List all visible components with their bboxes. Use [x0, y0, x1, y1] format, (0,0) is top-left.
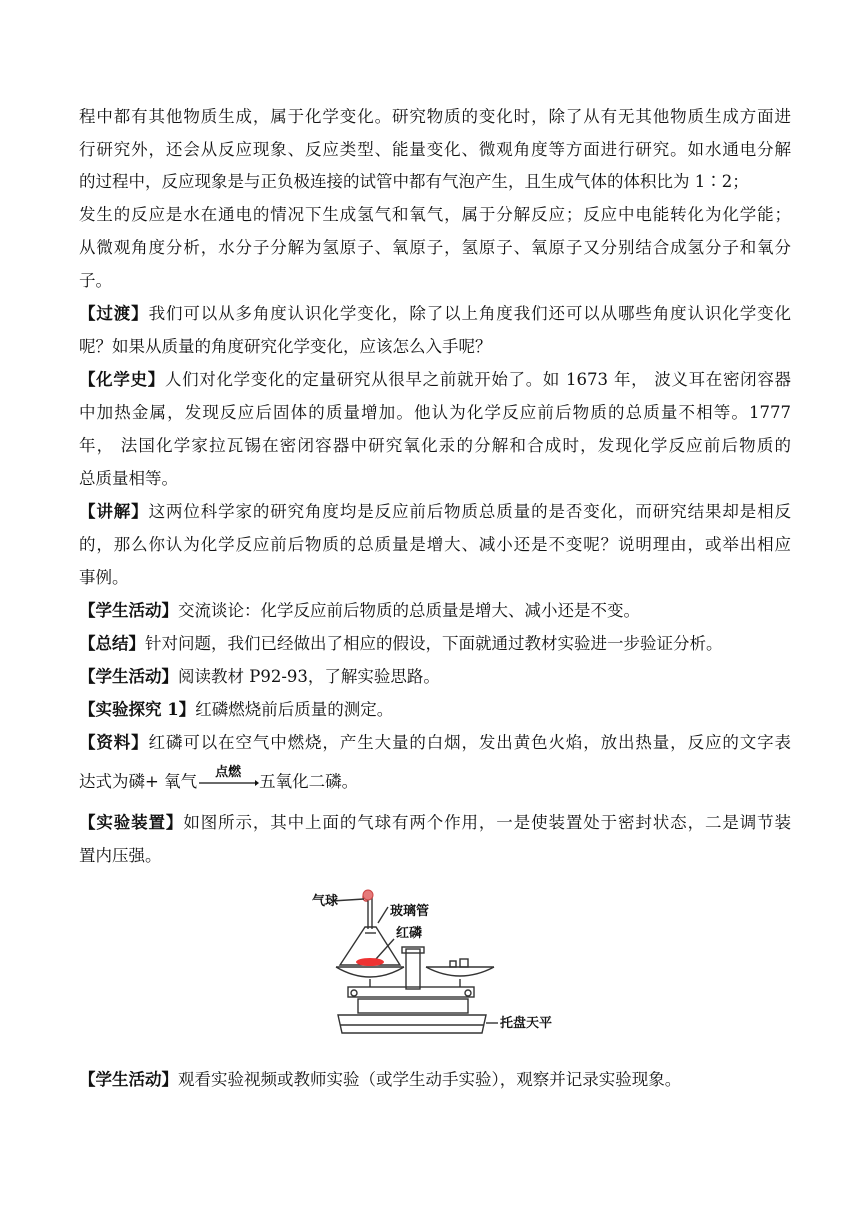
paragraph-history [79, 368, 791, 392]
paragraph-experiment [79, 698, 791, 722]
paragraph-explanation [79, 500, 791, 524]
paragraph-transition [79, 302, 791, 326]
section-tag: 【过渡】 [79, 304, 149, 323]
paragraph-line: 的过程中，反应现象是与正负极连接的试管中都有气泡产生，且生成气体的体积比为 1∶2； [79, 172, 749, 191]
section-tag: 【学生活动】 [79, 601, 178, 620]
paragraph-line: 的，那么你认为化学反应前后物质的总质量是增大、减小还是不变呢？说明理由，或举出相应 [79, 535, 791, 554]
paragraph-line: 程中都有其他物质生成，属于化学变化。研究物质的变化时，除了从有无其他物质生成方面进 [79, 107, 791, 126]
paragraph-line: 置内压强。 [79, 846, 162, 865]
paragraph-student-activity [79, 599, 791, 623]
section-tag: 【讲解】 [79, 502, 149, 521]
paragraph-line: 事例。 [79, 568, 129, 587]
paragraph-text: 我们可以从多角度认识化学变化，除了以上角度我们还可以从哪些角度认识化学变化 [148, 304, 792, 323]
red-phosphorus-icon [356, 958, 384, 966]
paragraph-text: 针对问题，我们已经做出了相应的假设，下面就通过教材实验进一步验证分析。 [145, 634, 723, 653]
balloon-icon [363, 890, 373, 900]
paragraph-line: 中加热金属，发现反应后固体的质量增加。他认为化学反应前后物质的总质量不相等。1777 [79, 403, 791, 422]
paragraph-student-activity [79, 665, 791, 689]
paragraph-line: 行研究外，还会从反应现象、反应类型、能量变化、微观角度等方面进行研究。如水通电分解 [79, 140, 791, 159]
section-tag: 【学生活动】 [79, 1070, 178, 1089]
section-tag: 【化学史】 [79, 370, 165, 389]
paragraph-student-activity [79, 1068, 791, 1092]
paragraph-line: 呢？如果从质量的角度研究化学变化，应该怎么入手呢？ [79, 337, 492, 356]
reaction-arrow [197, 765, 259, 794]
equation-reactants: 达式为磷+ 氧气 [79, 772, 198, 791]
label-red-phosphorus: 红磷 [396, 926, 423, 941]
section-tag: 【总结】 [79, 634, 145, 653]
section-tag: 【资料】 [79, 733, 149, 752]
paragraph-summary [79, 632, 791, 656]
label-balance: 托盘天平 [500, 1016, 553, 1031]
paragraph-line: 总质量相等。 [79, 469, 178, 488]
paragraph-line: 年， 法国化学家拉瓦锡在密闭容器中研究氧化汞的分解和合成时，发现化学反应前后物质的 [79, 436, 791, 455]
reaction-condition: 点燃 [215, 765, 242, 780]
label-balloon: 气球 [312, 894, 339, 909]
section-tag: 【学生活动】 [79, 667, 178, 686]
paragraph-text: 这两位科学家的研究角度均是反应前后物质总质量的是否变化，而研究结果却是相反 [148, 502, 792, 521]
paragraph-line: 子。 [79, 271, 112, 290]
paragraph-line: 发生的反应是水在通电的情况下生成氢气和氧气，属于分解反应；反应中电能转化为化学能； [79, 205, 791, 224]
paragraph-material [79, 731, 791, 755]
section-tag: 【实验装置】 [79, 813, 184, 832]
paragraph-text: 阅读教材 P92-93，了解实验思路。 [178, 667, 440, 686]
section-tag: 【实验探究 1】 [79, 700, 196, 719]
paragraph-text: 如图所示，其中上面的气球有两个作用，一是使装置处于密封状态，二是调节装 [183, 813, 792, 832]
balance-diagram [310, 887, 560, 1047]
arrow-icon [199, 770, 259, 794]
label-glass-tube: 玻璃管 [390, 904, 430, 919]
equation-products: 五氧化二磷。 [259, 772, 359, 791]
word-equation-line [79, 765, 791, 794]
paragraph-text: 人们对化学变化的定量研究从很早之前就开始了。如 1673 年， 波义耳在密闭容器 [164, 370, 792, 389]
apparatus-figure [310, 887, 560, 1047]
paragraph-text: 红磷燃烧前后质量的测定。 [195, 700, 394, 719]
paragraph-line: 从微观角度分析，水分子分解为氢原子、氧原子，氢原子、氧原子又分别结合成氢分子和氧分 [79, 238, 791, 257]
paragraph-text: 观看实验视频或教师实验（或学生动手实验），观察并记录实验现象。 [178, 1070, 682, 1089]
paragraph-text: 红磷可以在空气中燃烧，产生大量的白烟，发出黄色火焰，放出热量，反应的文字表 [148, 733, 792, 752]
paragraph-apparatus [79, 811, 791, 835]
paragraph-text: 交流谈论：化学反应前后物质的总质量是增大、减小还是不变。 [178, 601, 640, 620]
